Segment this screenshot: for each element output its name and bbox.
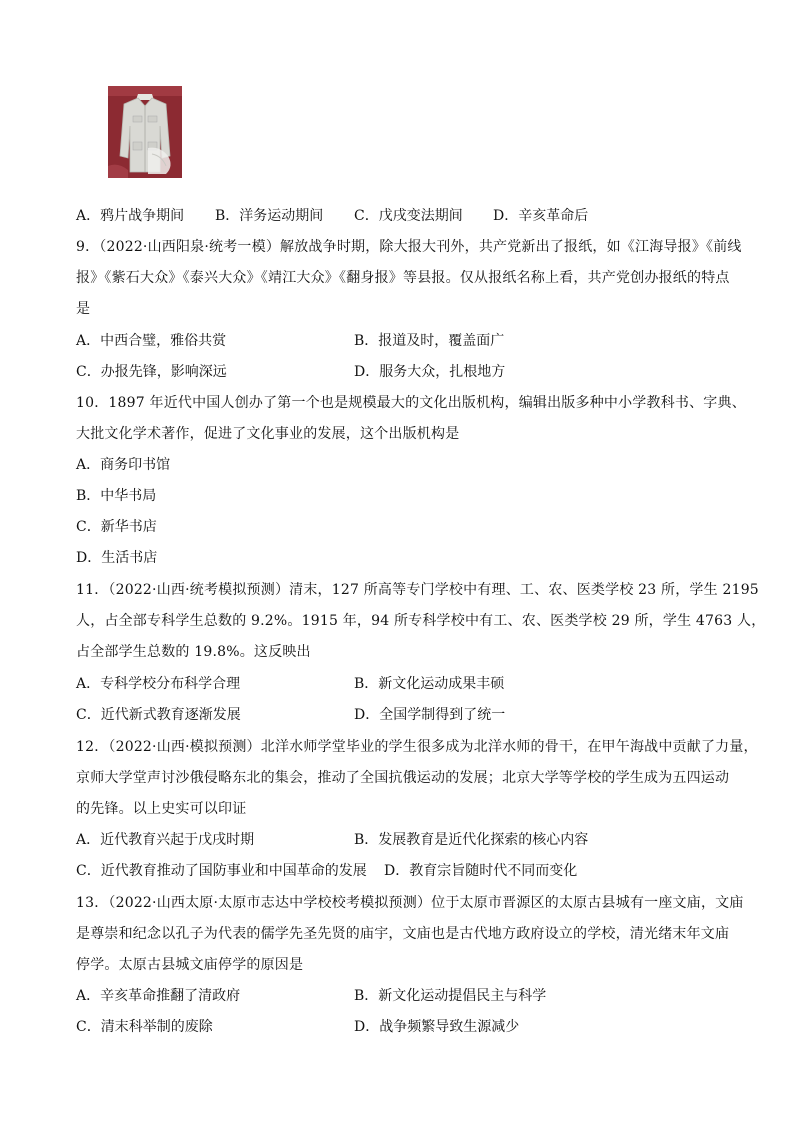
q9-option-a[interactable]: A．中西合璧，雅俗共赏 bbox=[76, 333, 227, 349]
q9-option-d[interactable]: D．服务大众，扎根地方 bbox=[354, 364, 506, 380]
q12-stem-line-1: 12．（2022·山西·模拟预测）北洋水师学堂毕业的学生很多成为北洋水师的骨干，在甲午海战中贡献了力量， bbox=[76, 739, 758, 755]
q9-stem-line-2: 报》《紫石大众》《泰兴大众》《靖江大众》《翻身报》等县报。仅从报纸名称上看，共产党创办报纸的特点 bbox=[76, 270, 730, 286]
q10-option-c[interactable]: C．新华书店 bbox=[76, 519, 157, 535]
q13-option-c[interactable]: C．清末科举制的废除 bbox=[76, 1019, 213, 1035]
q11-option-c[interactable]: C．近代新式教育逐渐发展 bbox=[76, 707, 241, 723]
q13-option-a[interactable]: A．辛亥革命推翻了清政府 bbox=[76, 988, 241, 1004]
q12-option-a[interactable]: A．近代教育兴起于戊戌时期 bbox=[76, 832, 255, 848]
q8-option-d[interactable]: D．辛亥革命后 bbox=[493, 208, 589, 224]
q10-stem-line-2: 大批文化学术著作，促进了文化事业的发展，这个出版机构是 bbox=[76, 426, 460, 442]
q13-stem-line-2: 是尊崇和纪念以孔子为代表的儒学先圣先贤的庙宇，文庙也是古代地方政府设立的学校，清光绪末年文庙 bbox=[76, 926, 730, 942]
q10-option-a[interactable]: A．商务印书馆 bbox=[76, 457, 171, 473]
q8-option-a[interactable]: A．鸦片战争期间 bbox=[76, 208, 185, 224]
jacket-illustration bbox=[108, 86, 182, 178]
q8-option-b[interactable]: B．洋务运动期间 bbox=[215, 208, 324, 224]
q11-stem-line-2: 人，占全部专科学生总数的 9.2%。1915 年，94 所专科学校中有工、农、医类学校 29 所，学生 4763 人， bbox=[76, 613, 766, 629]
q11-option-a[interactable]: A．专科学校分布科学合理 bbox=[76, 676, 241, 692]
q11-option-d[interactable]: D．全国学制得到了统一 bbox=[354, 707, 506, 723]
q12-option-d[interactable]: D．教育宗旨随时代不同而变化 bbox=[384, 863, 578, 879]
q13-option-d[interactable]: D．战争频繁导致生源减少 bbox=[354, 1019, 520, 1035]
q11-stem-line-1: 11．（2022·山西·统考模拟预测）清末，127 所高等专门学校中有理、工、农、医类学校 23 所，学生 2195 bbox=[76, 582, 759, 598]
q10-stem-line-1: 10．1897 年近代中国人创办了第一个也是规模最大的文化出版机构，编辑出版多种中小学教科书、字典、 bbox=[76, 395, 746, 411]
q9-stem-line-1: 9．（2022·山西阳泉·统考一模）解放战争时期，除大报大刊外，共产党新出了报纸，如《江海导报》《前线 bbox=[76, 239, 742, 255]
q12-stem-line-3: 的先锋。以上史实可以印证 bbox=[76, 801, 247, 817]
q10-option-b[interactable]: B．中华书局 bbox=[76, 488, 157, 504]
q8-option-c[interactable]: C．戊戌变法期间 bbox=[354, 208, 463, 224]
q10-option-d[interactable]: D．生活书店 bbox=[76, 550, 158, 566]
q9-option-c[interactable]: C．办报先锋，影响深远 bbox=[76, 364, 227, 380]
jacket-photo bbox=[108, 86, 182, 178]
q13-stem-line-3: 停学。太原古县城文庙停学的原因是 bbox=[76, 957, 304, 973]
q12-stem-line-2: 京师大学堂声讨沙俄侵略东北的集会，推动了全国抗俄运动的发展；北京大学等学校的学生成为五四运动 bbox=[76, 770, 730, 786]
q9-stem-line-3: 是 bbox=[76, 301, 91, 317]
q12-option-c[interactable]: C．近代教育推动了国防事业和中国革命的发展 bbox=[76, 863, 367, 879]
q11-option-b[interactable]: B．新文化运动成果丰硕 bbox=[354, 676, 505, 692]
q9-option-b[interactable]: B．报道及时，覆盖面广 bbox=[354, 333, 505, 349]
q11-stem-line-3: 占全部学生总数的 19.8%。这反映出 bbox=[76, 644, 311, 660]
q13-stem-line-1: 13．（2022·山西太原·太原市志达中学校校考模拟预测）位于太原市晋源区的太原古县城有一座文庙，文庙 bbox=[76, 895, 744, 911]
q12-option-b[interactable]: B．发展教育是近代化探索的核心内容 bbox=[354, 832, 589, 848]
q13-option-b[interactable]: B．新文化运动提倡民主与科学 bbox=[354, 988, 547, 1004]
